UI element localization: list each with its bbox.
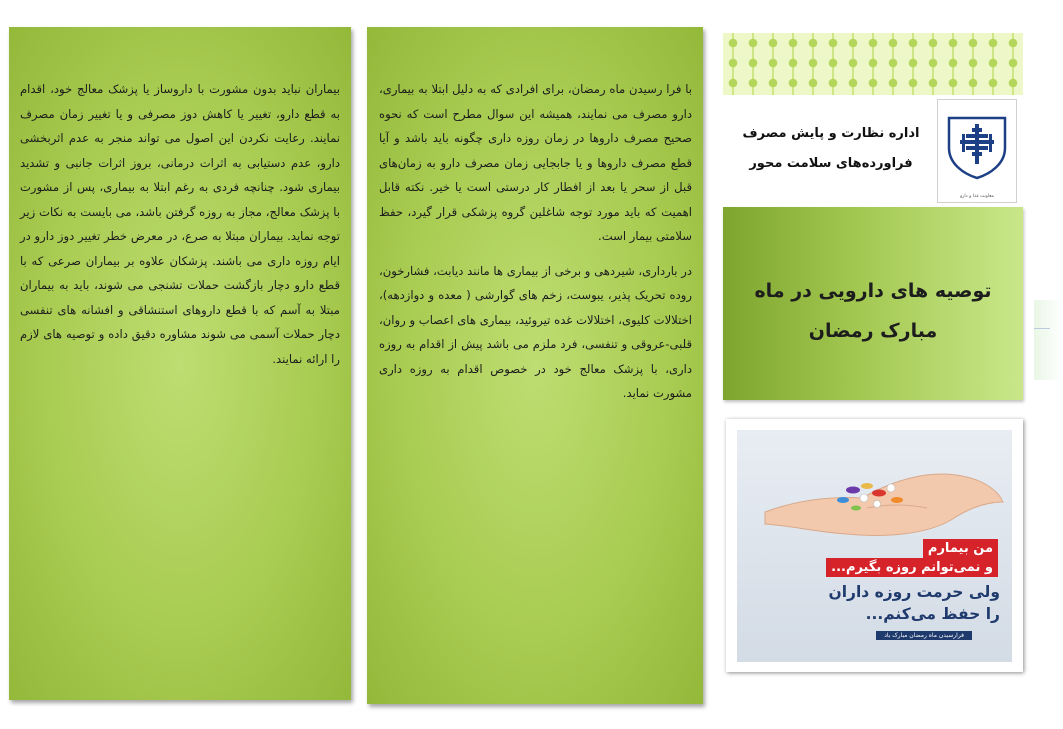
poster-text-line-3: ولی حرمت روزه داران <box>828 583 1000 601</box>
poster-text-line-2: و نمی‌توانم روزه بگیرم... <box>826 558 998 577</box>
poster-text-line-4: را حفظ می‌کنم... <box>865 605 1000 623</box>
middle-paragraph-2: در بارداری، شیردهی و برخی از بیماری ها مانند دیابت، فشارخون، روده تحریک پذیر، یبوست، زخم های گوارشی ( معده و دوازدهه)، اختلالات کلیوی، اختلالات غده تیروئید، بیماری های اعصاب و روان، قلبی-عروقی و تنفسی، فرد ملزم می باشد پیش از اقدام به روزه داری، با پزشک معالج خود در خصوص اقدام به روزه داری مشورت نماید. <box>379 263 692 400</box>
logo-emblem-icon <box>944 114 1010 180</box>
campaign-title-card <box>723 207 1023 400</box>
campaign-title: توصیه های دارویی در ماه مبارک رمضان <box>754 280 992 342</box>
org-name-line-1: اداره نظارت و پایش مصرف <box>742 126 920 141</box>
university-logo <box>937 99 1017 203</box>
left-text-panel <box>9 27 351 700</box>
organization-name <box>731 119 931 179</box>
left-body-text: بیماران نباید بدون مشورت با داروساز یا پزشک معالج خود، اقدام به قطع دارو، تغییر یا کاهش دوز مصرفی و یا تغییر زمان مصرف نمایند. رعایت نکردن این اصول می تواند منجر به عدم اثربخشی دارو، عدم دستیابی به اثرات درمانی، بروز اثرات جانبی و تشدید بیماری شود. چنانچه فردی به رغم ابتلا به بیماری، پس از مشورت با پزشک معالج، مجاز به روزه گرفتن باشد، می بایست به نکات زیر توجه نماید. بیماران مبتلا به صرع، در معرض خطر تغییر دوز دارو در ایام روزه داری می باشند. پزشکان علاوه بر بیماران صرعی که با قطع دارو دچار بازگشت حملات تشنجی می شوند، باید به بیماران مبتلا به آسم که با قطع داروهای استنشاقی و افشانه های تنفسی دچار حملات آسمی می شوند مشاوره دقیق داده و توصیه های لازم را ارائه نمایند. <box>20 82 340 366</box>
decorative-edge-shape <box>1034 300 1062 380</box>
hand-with-pills-icon <box>737 438 1012 543</box>
header-card <box>723 95 1023 207</box>
middle-text-panel <box>367 27 703 704</box>
poster-footer-banner: فرارسیدن ماه رمضان مبارک باد <box>876 631 972 640</box>
org-name-line-2: فراورده‌های سلامت محور <box>749 156 913 171</box>
logo-caption: معاونت غذا و دارو <box>960 194 994 199</box>
poster-text-line-1: من بیمارم <box>923 539 998 558</box>
ramadan-poster <box>737 430 1012 662</box>
middle-paragraph-1: با فرا رسیدن ماه رمضان، برای افرادی که به دلیل ابتلا به بیماری، دارو مصرف می نمایند، همیشه این سوال مطرح است که نحوه صحیح مصرف داروها در زمان روزه داری چگونه باید باشد و آیا قطع مصرف داروها و یا جابجایی زمان مصرف دارو به زمان‌های قبل از سحر یا بعد از افطار کار درستی است یا خیر. نکته قابل اهمیت که باید مورد توجه شاغلین گروه پزشکی قرار گیرد، حفظ سلامتی بیمار است. <box>379 82 692 243</box>
decorative-pattern-strip <box>723 33 1023 95</box>
